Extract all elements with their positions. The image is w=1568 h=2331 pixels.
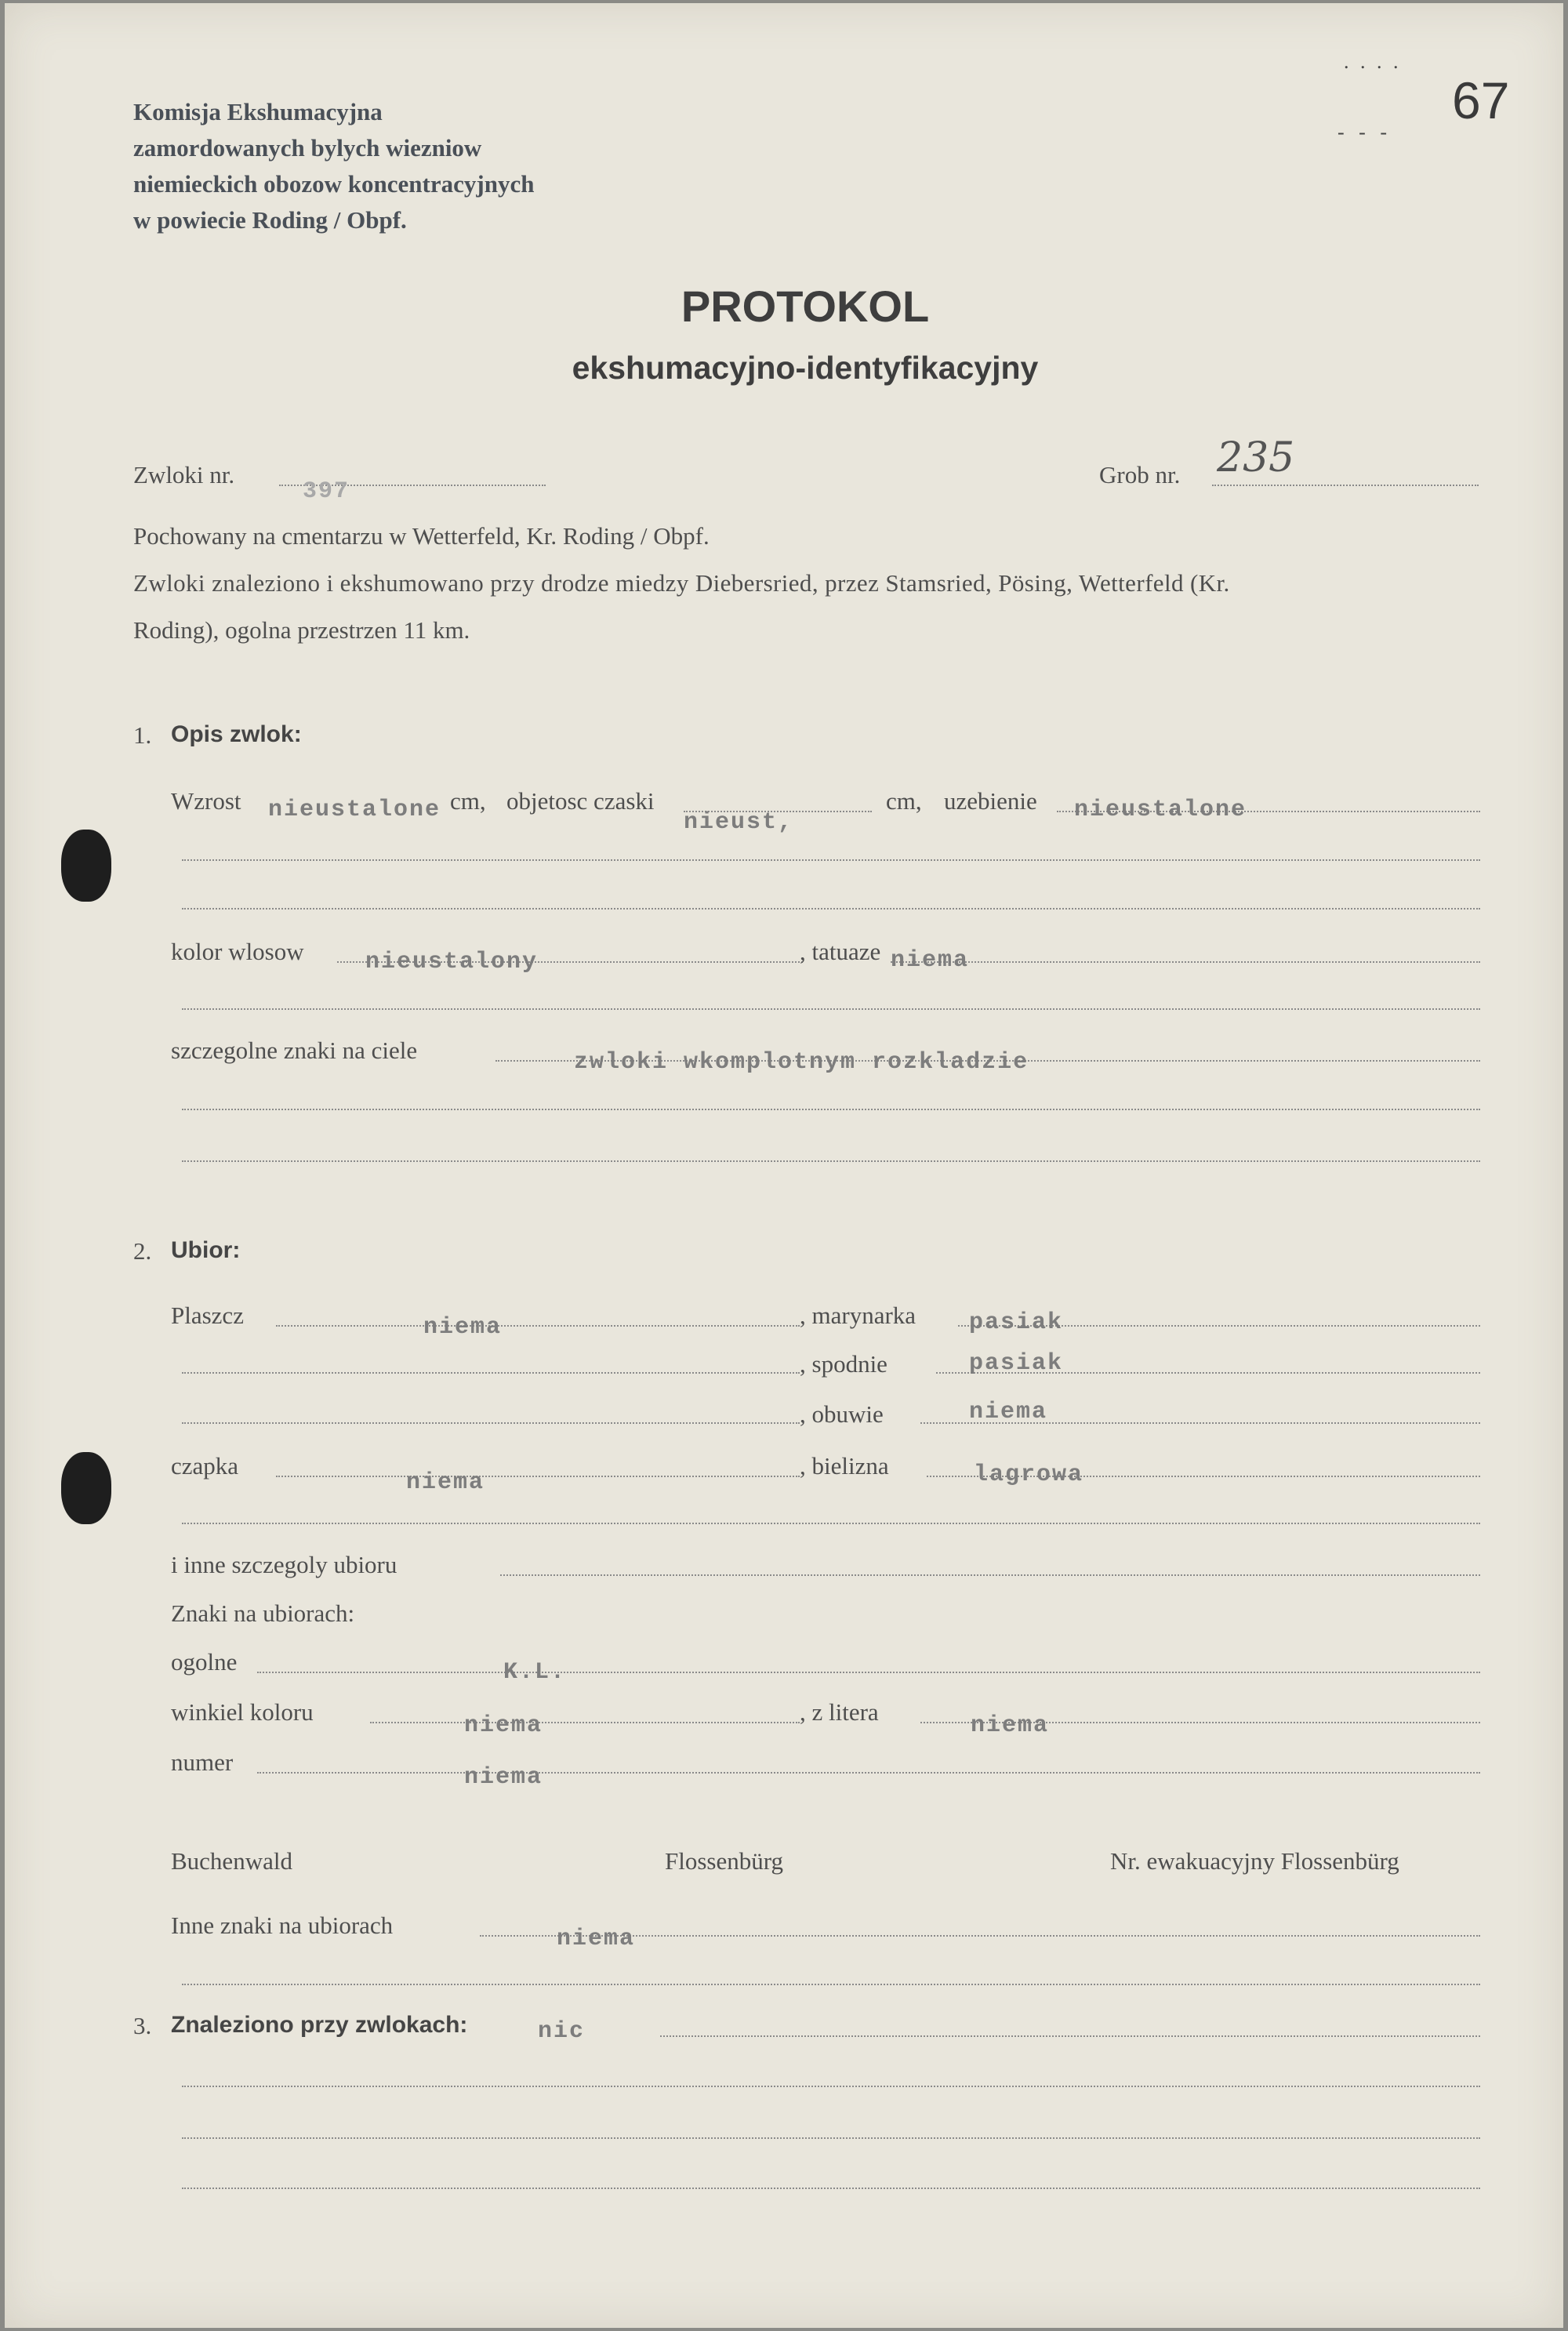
header-dots: . . . .	[1344, 50, 1402, 73]
wzrost-label: Wzrost	[171, 787, 241, 815]
wzrost-value: nieustalone	[268, 797, 441, 823]
bielizna-label: , bielizna	[800, 1452, 889, 1480]
section-3-line-3	[182, 2137, 1480, 2139]
obuwie-value: niema	[969, 1399, 1048, 1425]
winkiel-label: winkiel koloru	[171, 1698, 314, 1726]
spodnie-left-line	[182, 1372, 800, 1374]
obuwie-left-line	[182, 1422, 800, 1424]
inne-znaki-value: niema	[557, 1926, 636, 1952]
tatuaze-line	[891, 961, 1480, 963]
szczegolne-znaki-label: szczegolne znaki na ciele	[171, 1037, 418, 1064]
page-number: 67	[1452, 71, 1510, 129]
document-title: PROTOKOL	[681, 281, 930, 331]
organization-line-1: Komisja Ekshumacyjna	[133, 98, 383, 125]
tatuaze-value: niema	[891, 947, 970, 974]
header-dashes: - - -	[1338, 121, 1392, 143]
plaszcz-value: niema	[423, 1314, 503, 1341]
uzebienie-label: uzebienie	[944, 787, 1037, 815]
czapka-label: czapka	[171, 1452, 239, 1480]
cm-label-2: cm,	[886, 787, 922, 815]
wzrost-extra-line-2	[182, 908, 1480, 910]
found-text-line-2: Roding), ogolna przestrzen 11 km.	[133, 616, 470, 644]
tatuaze-label: , tatuaze	[800, 938, 881, 965]
ogolne-line	[257, 1672, 1480, 1673]
obuwie-label: , obuwie	[800, 1400, 884, 1428]
winkiel-value: niema	[464, 1712, 543, 1739]
spodnie-label: , spodnie	[800, 1350, 887, 1378]
znaki-extra-line-2	[182, 1160, 1480, 1162]
section-3-number: 3.	[133, 2012, 152, 2039]
organization-line-4: w powiecie Roding / Obpf.	[133, 206, 407, 234]
winkiel-line	[370, 1722, 800, 1723]
wzrost-extra-line-1	[182, 859, 1480, 861]
szczegolne-znaki-value: zwloki wkomplotnym rozkladzie	[574, 1049, 1029, 1076]
bielizna-value: lagrowa	[974, 1461, 1084, 1488]
document-page	[5, 3, 1563, 2328]
ogolne-label: ogolne	[171, 1648, 238, 1676]
czapka-extra-line	[182, 1523, 1480, 1524]
czaszka-label: objetosc czaski	[506, 787, 655, 815]
ewakuacyjny-label: Nr. ewakuacyjny Flossenbürg	[1110, 1847, 1399, 1875]
wlosy-extra-line	[182, 1008, 1480, 1010]
burial-text: Pochowany na cmentarzu w Wetterfeld, Kr. Roding / Obpf.	[133, 522, 710, 550]
section-1-number: 1.	[133, 721, 152, 749]
zwloki-label: Zwloki nr.	[133, 461, 235, 488]
litera-value: niema	[971, 1712, 1050, 1739]
grob-value: 235	[1217, 434, 1295, 481]
flossenburg-label: Flossenbürg	[665, 1847, 784, 1875]
grob-line	[1212, 485, 1479, 486]
section-3-value: nic	[538, 2018, 586, 2045]
section-1-heading: Opis zwlok:	[171, 721, 302, 747]
section-3-line-4	[182, 2188, 1480, 2189]
czapka-line	[276, 1476, 800, 1477]
section-3-heading: Znaleziono przy zwlokach:	[171, 2012, 468, 2038]
czapka-value: niema	[406, 1469, 485, 1496]
cm-label-1: cm,	[450, 787, 486, 815]
organization-line-2: zamordowanych bylych wiezniow	[133, 134, 482, 162]
grob-label: Grob nr.	[1099, 461, 1181, 488]
inne-szczegoly-label: i inne szczegoly ubioru	[171, 1551, 397, 1578]
inne-szczegoly-line	[500, 1574, 1480, 1576]
plaszcz-line	[276, 1325, 800, 1327]
marynarka-label: , marynarka	[800, 1302, 916, 1329]
document-subtitle: ekshumacyjno-identyfikacyjny	[572, 350, 1039, 386]
zwloki-value: 397	[303, 478, 350, 505]
buchenwald-label: Buchenwald	[171, 1847, 292, 1875]
marynarka-value: pasiak	[969, 1309, 1064, 1336]
numer-value: niema	[464, 1764, 543, 1791]
section-2-heading: Ubior:	[171, 1237, 241, 1263]
spodnie-value: pasiak	[969, 1350, 1064, 1377]
uzebienie-value: nieustalone	[1074, 797, 1247, 823]
litera-label: , z litera	[800, 1698, 879, 1726]
znaki-extra-line-1	[182, 1109, 1480, 1110]
wlosy-label: kolor wlosow	[171, 938, 304, 965]
ogolne-value: K.L.	[503, 1659, 567, 1686]
section-2-number: 2.	[133, 1237, 152, 1265]
punch-hole-top	[61, 830, 111, 902]
wlosy-value: nieustalony	[365, 949, 539, 975]
inne-znaki-extra-line	[182, 1984, 1480, 1985]
numer-label: numer	[171, 1748, 234, 1776]
czaszka-value: nieust,	[684, 809, 794, 836]
plaszcz-label: Plaszcz	[171, 1302, 244, 1329]
inne-znaki-label: Inne znaki na ubiorach	[171, 1912, 394, 1939]
numer-line	[257, 1772, 1480, 1774]
organization-line-3: niemieckich obozow koncentracyjnych	[133, 170, 535, 198]
section-3-line-2	[182, 2086, 1480, 2087]
found-text-line-1: Zwloki znaleziono i ekshumowano przy drodze miedzy Diebersried, przez Stamsried, Pösing, Wetterfeld (Kr.	[133, 569, 1230, 597]
punch-hole-bottom	[61, 1452, 111, 1524]
znaki-na-ubiorach-label: Znaki na ubiorach:	[171, 1599, 355, 1627]
organization-block	[133, 94, 534, 238]
section-3-line-1	[660, 2035, 1480, 2037]
